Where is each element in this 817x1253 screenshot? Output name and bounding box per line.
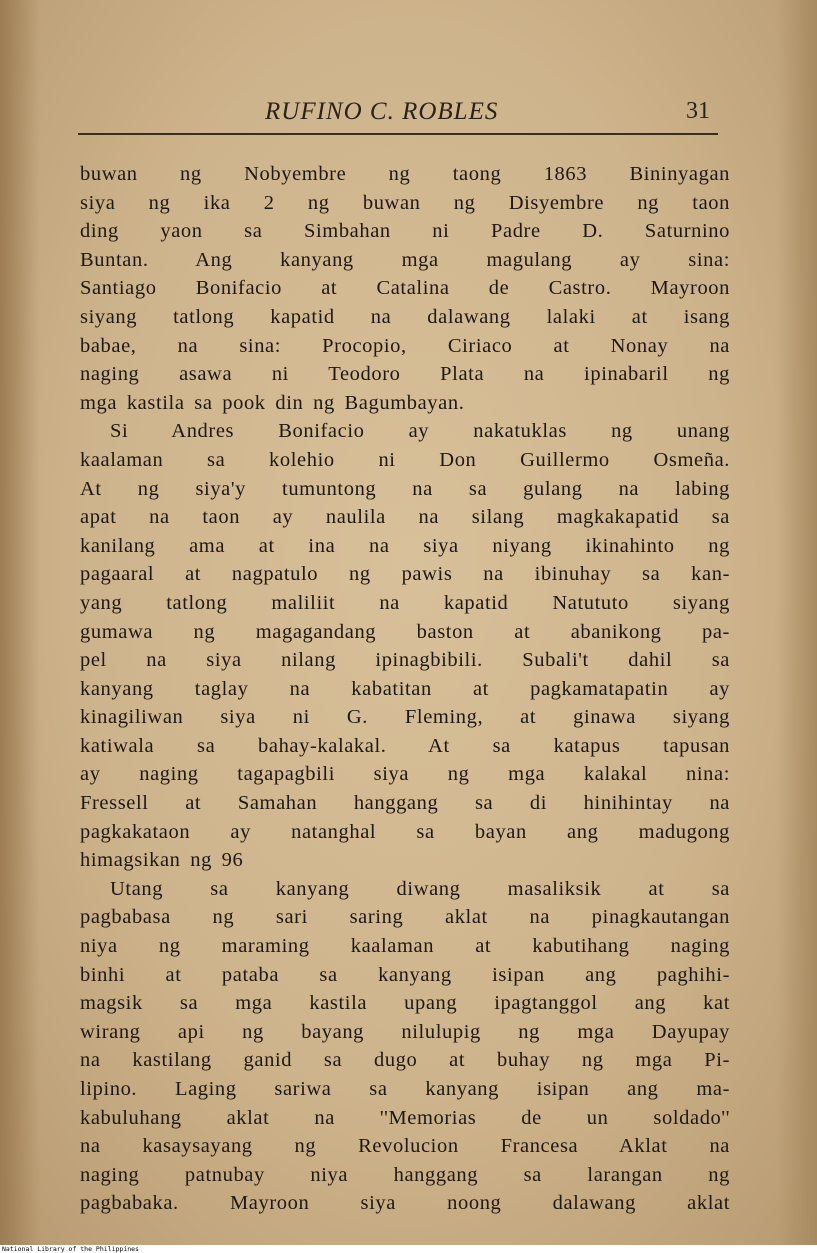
text-line: pagaaral at nagpatulo ng pawis na ibinuhay sa kan-	[80, 563, 730, 586]
library-credit: National Library of the Philippines	[2, 1245, 139, 1253]
text-line: kaalaman sa kolehio ni Don Guillermo Osmeña.	[80, 448, 730, 471]
text-line: babae, na sina: Procopio, Ciriaco at Nonay na	[80, 334, 730, 357]
body-text	[80, 160, 730, 1218]
text-line: na kastilang ganid sa dugo at buhay ng mga Pi-	[80, 1049, 730, 1072]
text-line: mga kastila sa pook din ng Bagumbayan.	[80, 391, 465, 414]
text-line: yang tatlong maliliit na kapatid Natututo siyang	[80, 591, 730, 614]
text-line: kabuluhang aklat na ''Memorias de un soldado''	[80, 1106, 730, 1129]
text-line: gumawa ng magagandang baston at abanikong pa-	[80, 620, 730, 643]
text-line: Si Andres Bonifacio ay nakatuklas ng unang	[110, 420, 730, 443]
page-number: 31	[686, 98, 710, 124]
text-line: kinagiliwan siya ni G. Fleming, at ginawa siyang	[80, 706, 730, 729]
page-header	[78, 98, 718, 134]
text-line: na kasaysayang ng Revolucion Francesa Aklat na	[80, 1135, 730, 1158]
text-line: kanilang ama at ina na siya niyang ikinahinto ng	[80, 534, 730, 557]
text-line: pagbabasa ng sari saring aklat na pinagkautangan	[80, 906, 730, 929]
page-edge-shadow-right	[777, 0, 817, 1245]
text-line: siyang tatlong kapatid na dalawang lalaki at isang	[80, 305, 730, 328]
text-line: At ng siya'y tumuntong na sa gulang na labing	[80, 477, 730, 500]
text-line: himagsikan ng 96	[80, 849, 244, 872]
running-title: RUFINO C. ROBLES	[265, 98, 499, 125]
header-rule	[78, 133, 718, 135]
text-line: siya ng ika 2 ng buwan ng Disyembre ng taon	[80, 191, 730, 214]
text-line: wirang api ng bayang nilulupig ng mga Dayupay	[80, 1020, 730, 1043]
text-line: naging asawa ni Teodoro Plata na ipinabaril ng	[80, 363, 730, 386]
text-line: apat na taon ay naulila na silang magkakapatid sa	[80, 506, 730, 529]
text-line: pagbabaka. Mayroon siya noong dalawang aklat	[80, 1192, 730, 1215]
text-line: ay naging tagapagbili siya ng mga kalakal nina:	[80, 763, 730, 786]
text-line: Buntan. Ang kanyang mga magulang ay sina:	[80, 248, 730, 271]
footer-bar	[0, 1245, 817, 1253]
text-line: Santiago Bonifacio at Catalina de Castro. Mayroon	[80, 277, 730, 300]
text-line: kanyang taglay na kabatitan at pagkamatapatin ay	[80, 677, 730, 700]
text-line: binhi at pataba sa kanyang isipan ang paghihi-	[80, 963, 730, 986]
text-line: Fressell at Samahan hanggang sa di hinihintay na	[80, 792, 730, 815]
text-line: ding yaon sa Simbahan ni Padre D. Saturnino	[80, 220, 730, 243]
text-line: lipino. Laging sariwa sa kanyang isipan ang ma-	[80, 1078, 730, 1100]
text-line: buwan ng Nobyembre ng taong 1863 Bininyagan	[80, 163, 730, 185]
text-line: niya ng maraming kaalaman at kabutihang naging	[80, 935, 730, 958]
text-line: katiwala sa bahay-kalakal. At sa katapus tapusan	[80, 734, 730, 757]
text-line: Utang sa kanyang diwang masaliksik at sa	[110, 877, 730, 900]
page-edge-shadow-left	[0, 0, 40, 1245]
text-line: pel na siya nilang ipinagbibili. Subali't dahil sa	[80, 649, 730, 672]
text-line: naging patnubay niya hanggang sa larangan ng	[80, 1163, 730, 1186]
text-line: pagkakataon ay natanghal sa bayan ang madugong	[80, 820, 730, 843]
text-line: magsik sa mga kastila upang ipagtanggol ang kat	[80, 992, 730, 1015]
